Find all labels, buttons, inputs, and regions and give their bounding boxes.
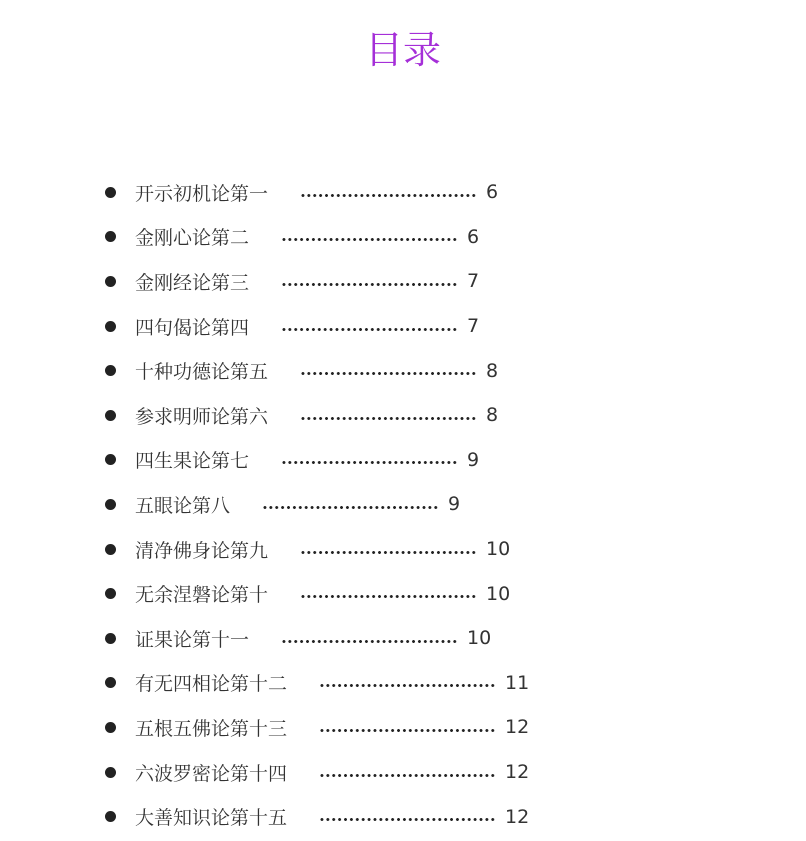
toc-entry-label: 四句偈论第四 <box>135 316 250 339</box>
toc-entry-link[interactable] <box>135 170 498 215</box>
toc-entry-label: 五根五佛论第十三 <box>135 717 288 740</box>
toc-entry[interactable] <box>0 705 806 750</box>
bullet-icon <box>105 499 116 510</box>
toc-entry-link[interactable] <box>135 482 460 527</box>
toc-entry-link[interactable] <box>135 259 479 304</box>
dot-leader <box>319 774 495 777</box>
dot-leader <box>300 551 476 554</box>
toc-entry-label: 有无四相论第十二 <box>135 673 288 696</box>
toc-entry-page: 7 <box>467 270 480 293</box>
toc-entry[interactable] <box>0 170 806 215</box>
toc-entry-link[interactable] <box>135 794 529 839</box>
dot-leader <box>319 684 495 687</box>
toc-entry-page: 12 <box>505 761 530 784</box>
toc-entry-label: 五眼论第八 <box>135 494 231 517</box>
bullet-icon <box>105 454 116 465</box>
toc-entry-link[interactable] <box>135 348 498 393</box>
dot-leader <box>281 640 457 643</box>
toc-entry-label: 金刚经论第三 <box>135 271 250 294</box>
bullet-icon <box>105 276 116 287</box>
toc-entry-label: 清净佛身论第九 <box>135 539 269 562</box>
dot-leader <box>281 328 457 331</box>
toc-entry[interactable] <box>0 527 806 572</box>
toc-entry-label: 十种功德论第五 <box>135 361 269 384</box>
bullet-icon <box>105 588 116 599</box>
toc-entry-label: 参求明师论第六 <box>135 405 269 428</box>
dot-leader <box>300 595 476 598</box>
toc-entry[interactable] <box>0 571 806 616</box>
bullet-icon <box>105 231 116 242</box>
bullet-icon <box>105 722 116 733</box>
toc-entry-link[interactable] <box>135 304 479 349</box>
toc-entry[interactable] <box>0 304 806 349</box>
toc-entry-link[interactable] <box>135 616 491 661</box>
toc-entry[interactable] <box>0 794 806 839</box>
dot-leader <box>300 194 476 197</box>
toc-list <box>0 170 806 839</box>
toc-entry-page: 6 <box>467 225 480 248</box>
bullet-icon <box>105 365 116 376</box>
bullet-icon <box>105 767 116 778</box>
toc-entry-link[interactable] <box>135 571 510 616</box>
bullet-icon <box>105 633 116 644</box>
toc-entry-link[interactable] <box>135 750 529 795</box>
bullet-icon <box>105 811 116 822</box>
toc-entry[interactable] <box>0 482 806 527</box>
toc-entry[interactable] <box>0 616 806 661</box>
toc-entry-label: 开示初机论第一 <box>135 182 269 205</box>
toc-entry-label: 证果论第十一 <box>135 628 250 651</box>
toc-entry-link[interactable] <box>135 527 510 572</box>
page-title: 目录 <box>364 28 441 72</box>
toc-entry-page: 6 <box>486 181 499 204</box>
toc-entry-page: 9 <box>448 493 461 516</box>
bullet-icon <box>105 677 116 688</box>
toc-entry-link[interactable] <box>135 393 498 438</box>
toc-entry[interactable] <box>0 661 806 706</box>
toc-entry-page: 10 <box>486 538 511 561</box>
dot-leader <box>319 818 495 821</box>
toc-entry-label: 六波罗密论第十四 <box>135 762 288 785</box>
dot-leader <box>281 283 457 286</box>
dot-leader <box>262 506 438 509</box>
dot-leader <box>300 372 476 375</box>
toc-entry-page: 8 <box>486 404 499 427</box>
dot-leader <box>319 729 495 732</box>
toc-entry-link[interactable] <box>135 215 479 260</box>
dot-leader <box>281 461 457 464</box>
toc-entry[interactable] <box>0 348 806 393</box>
toc-entry[interactable] <box>0 438 806 483</box>
toc-entry-page: 11 <box>505 671 530 694</box>
toc-entry[interactable] <box>0 393 806 438</box>
toc-entry[interactable] <box>0 750 806 795</box>
dot-leader <box>300 417 476 420</box>
toc-entry[interactable] <box>0 215 806 260</box>
toc-entry-page: 12 <box>505 805 530 828</box>
toc-entry-label: 金刚心论第二 <box>135 227 250 250</box>
toc-entry-page: 9 <box>467 448 480 471</box>
bullet-icon <box>105 187 116 198</box>
bullet-icon <box>105 321 116 332</box>
toc-entry-label: 大善知识论第十五 <box>135 807 288 830</box>
toc-entry-page: 10 <box>467 627 492 650</box>
toc-entry[interactable] <box>0 259 806 304</box>
toc-entry-link[interactable] <box>135 705 529 750</box>
bullet-icon <box>105 410 116 421</box>
toc-entry-label: 无余涅磐论第十 <box>135 584 269 607</box>
bullet-icon <box>105 544 116 555</box>
toc-entry-link[interactable] <box>135 661 529 706</box>
toc-entry-page: 7 <box>467 315 480 338</box>
dot-leader <box>281 238 457 241</box>
toc-entry-label: 四生果论第七 <box>135 450 250 473</box>
toc-entry-page: 8 <box>486 359 499 382</box>
toc-entry-page: 10 <box>486 582 511 605</box>
toc-entry-link[interactable] <box>135 438 479 483</box>
toc-entry-page: 12 <box>505 716 530 739</box>
